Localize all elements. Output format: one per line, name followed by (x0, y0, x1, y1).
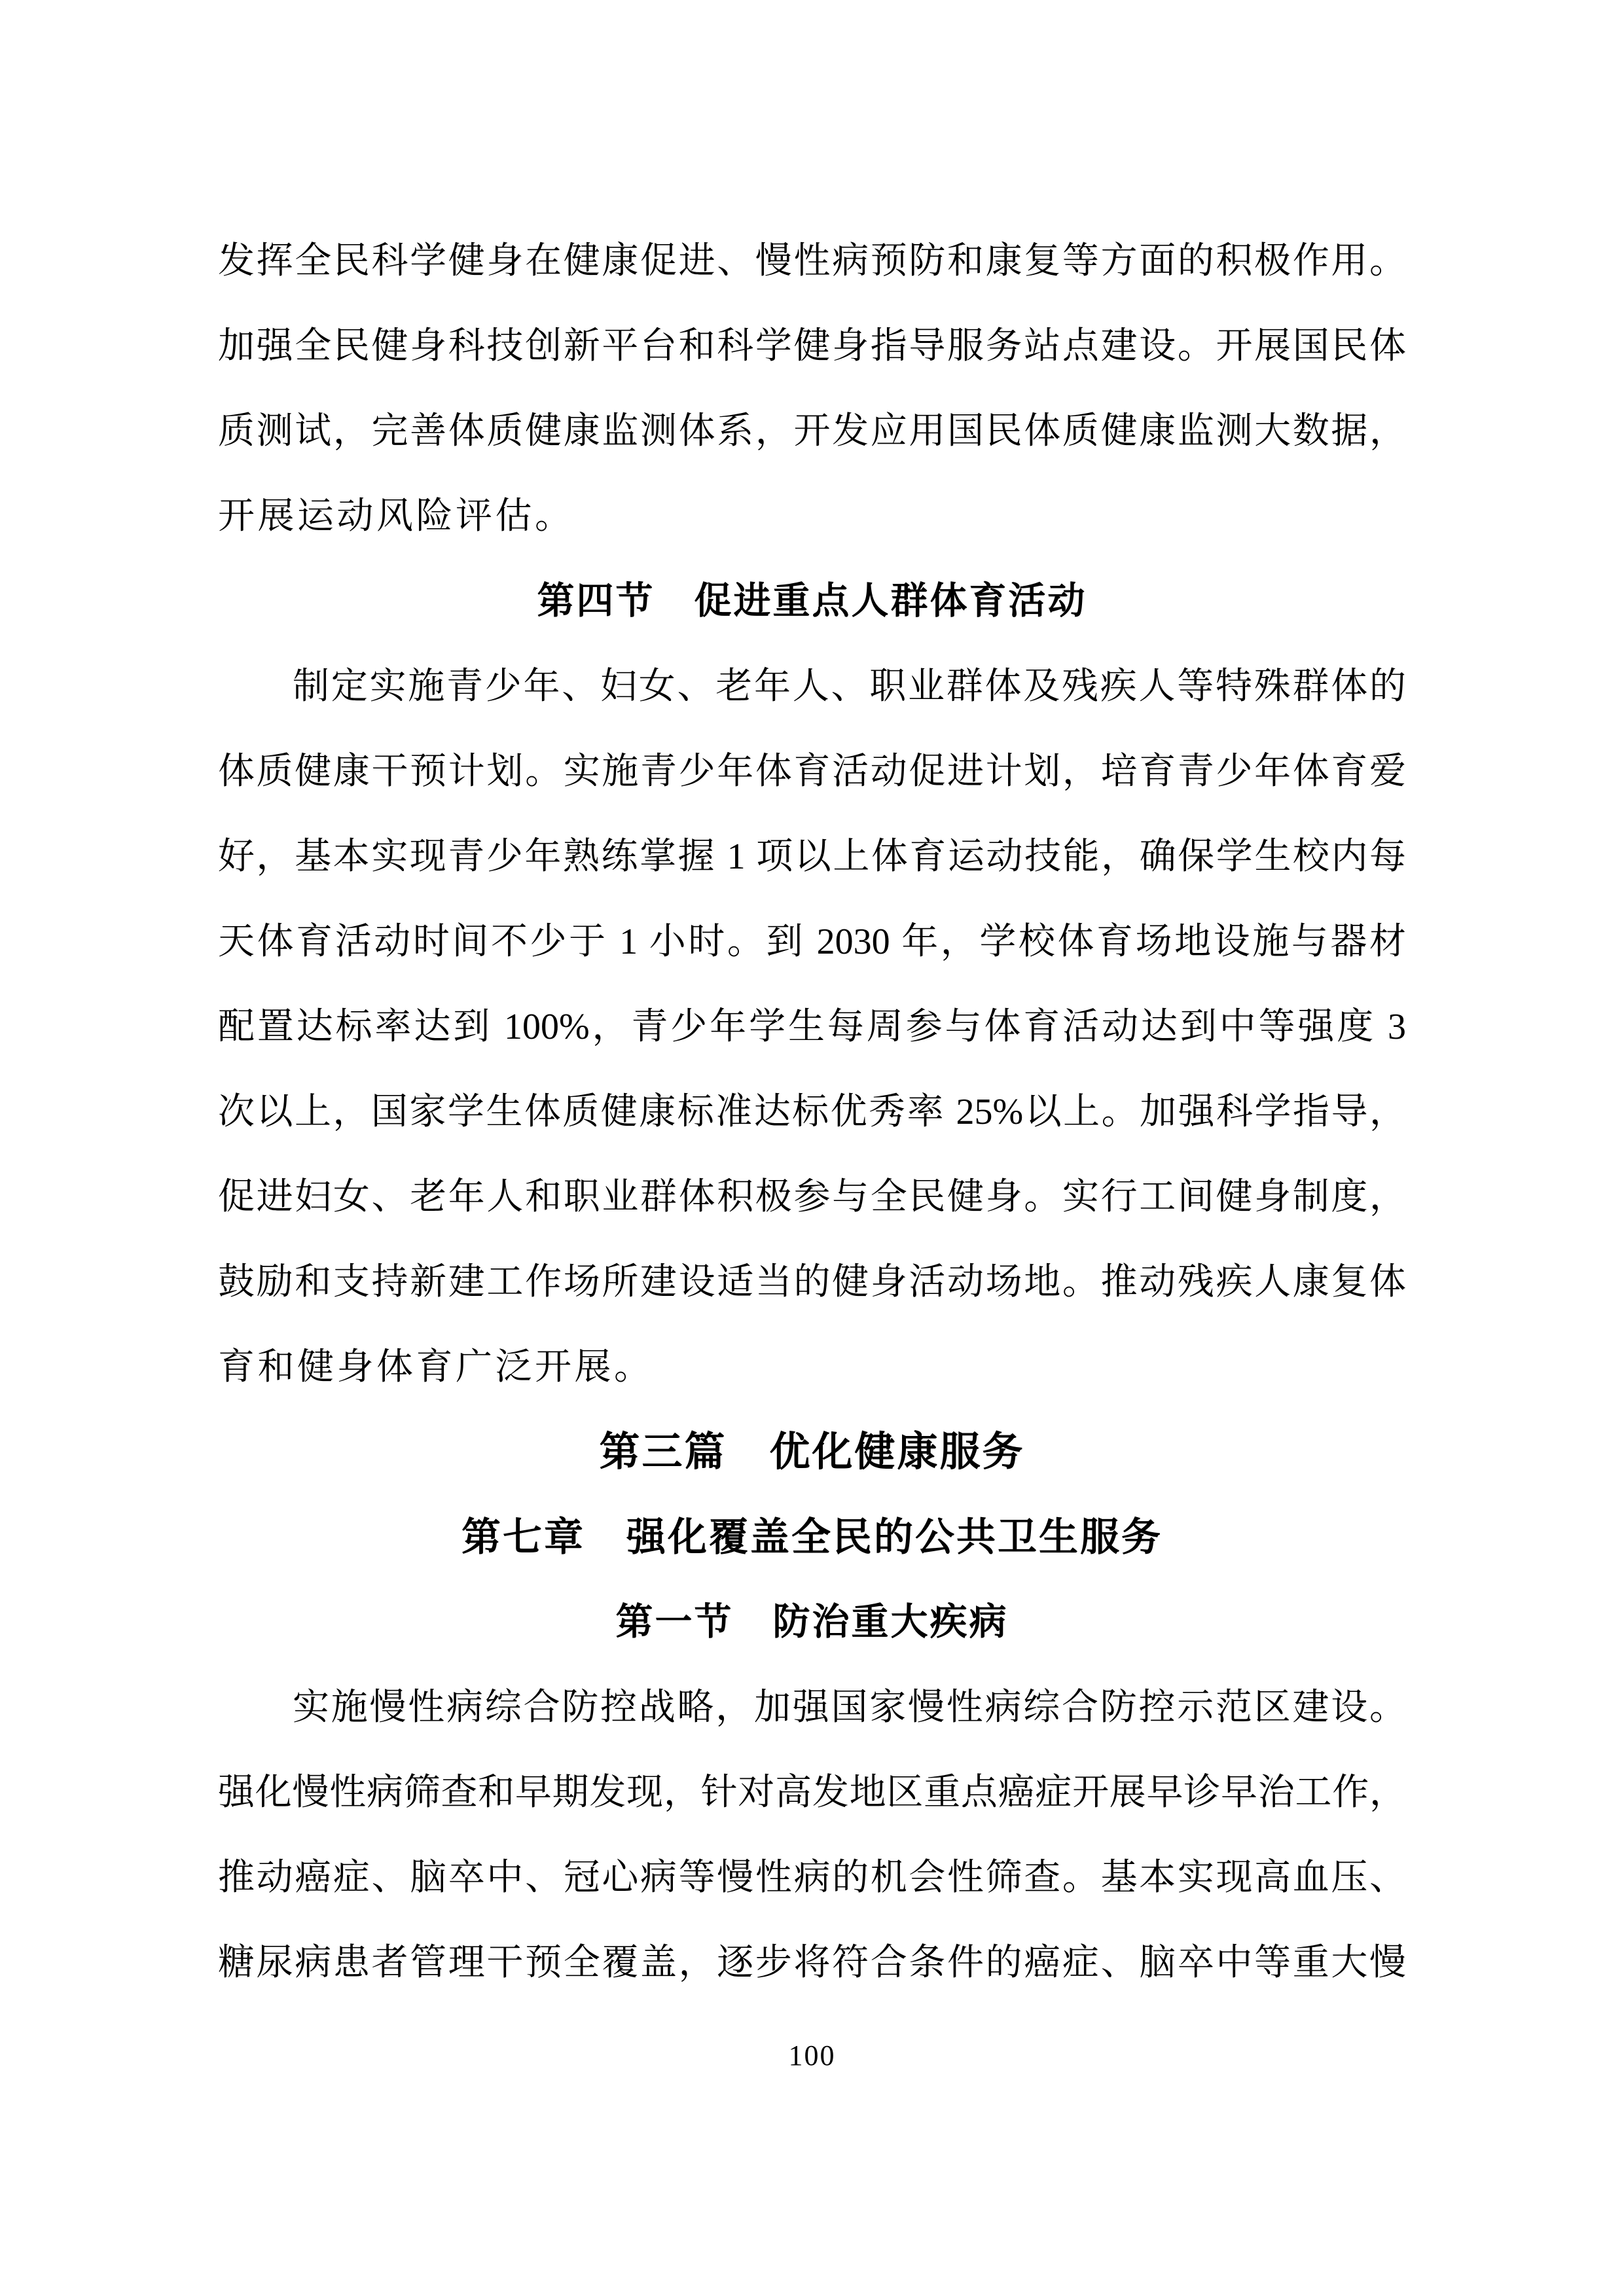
body-line: 天体育活动时间不少于 1 小时。到 2030 年，学校体育场地设施与器材 (218, 922, 1406, 962)
body-line: 促进妇女、老年人和职业群体积极参与全民健身。实行工间健身制度， (218, 1177, 1406, 1217)
page-number: 100 (788, 2039, 836, 2072)
section-heading: 第一节 防治重大疾病 (615, 1602, 1009, 1643)
body-line: 好，基本实现青少年熟练掌握 1 项以上体育运动技能，确保学生校内每 (218, 836, 1406, 877)
body-line: 育和健身体育广泛开展。 (218, 1347, 654, 1388)
section-heading: 第四节 促进重点人群体育活动 (537, 581, 1087, 622)
body-line: 鼓励和支持新建工作场所建设适当的健身活动场地。推动残疾人康复体 (218, 1262, 1406, 1302)
body-line: 体质健康干预计划。实施青少年体育活动促进计划，培育青少年体育爱 (218, 751, 1406, 792)
body-line: 配置达标率达到 100%，青少年学生每周参与体育活动达到中等强度 3 (218, 1007, 1406, 1047)
body-line: 次以上，国家学生体质健康标准达标优秀率 25%以上。加强科学指导， (218, 1092, 1406, 1132)
body-line: 制定实施青少年、妇女、老年人、职业群体及残疾人等特殊群体的 (293, 666, 1406, 707)
body-line: 推动癌症、脑卒中、冠心病等慢性病的机会性筛查。基本实现高血压、 (218, 1857, 1406, 1898)
body-line: 糖尿病患者管理干预全覆盖，逐步将符合条件的癌症、脑卒中等重大慢 (218, 1943, 1406, 1983)
body-line: 开展运动风险评估。 (218, 496, 575, 537)
body-line: 质测试，完善体质健康监测体系，开发应用国民体质健康监测大数据， (218, 411, 1406, 452)
body-line: 实施慢性病综合防控战略，加强国家慢性病综合防控示范区建设。 (293, 1687, 1406, 1728)
document-body (218, 219, 1406, 2005)
body-line: 加强全民健身科技创新平台和科学健身指导服务站点建设。开展国民体 (218, 326, 1406, 367)
part-heading: 第三篇 优化健康服务 (599, 1430, 1025, 1475)
body-line: 强化慢性病筛查和早期发现，针对高发地区重点癌症开展早诊早治工作， (218, 1772, 1406, 1813)
chapter-heading: 第七章 强化覆盖全民的公共卫生服务 (461, 1516, 1163, 1559)
body-line: 发挥全民科学健身在健康促进、慢性病预防和康复等方面的积极作用。 (218, 241, 1406, 281)
